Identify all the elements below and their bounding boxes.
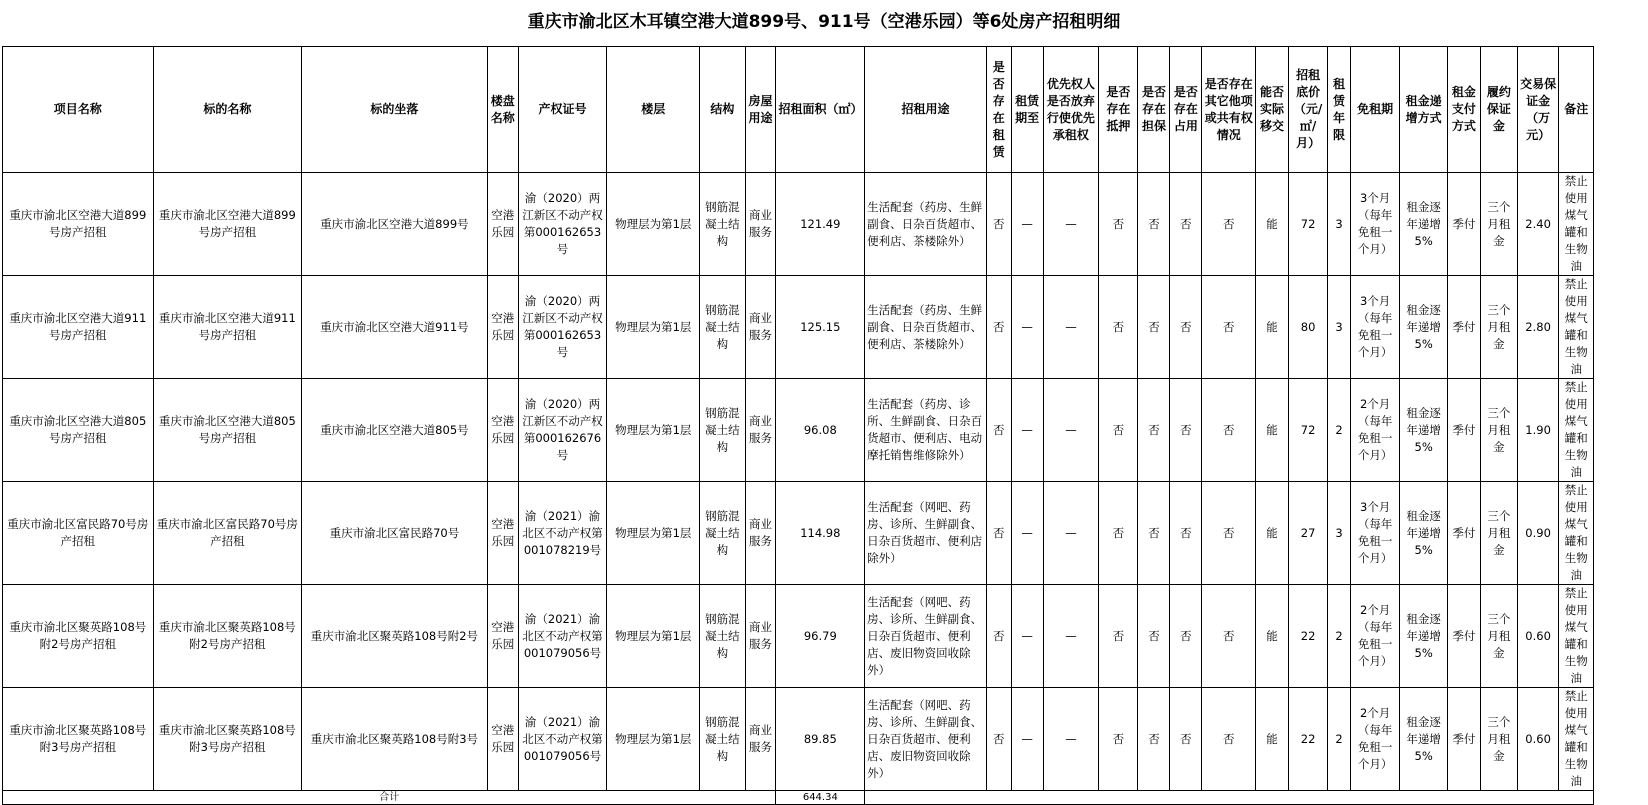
table-cell: 重庆市渝北区聚英路108号附2号房产招租 <box>3 585 154 688</box>
table-cell: 重庆市渝北区空港大道805号 <box>302 379 488 482</box>
table-cell: 三个月租金 <box>1480 173 1517 276</box>
table-cell: 禁止使用煤气罐和生物油 <box>1559 688 1594 791</box>
table-cell: 2 <box>1328 379 1351 482</box>
blank-cell <box>1594 791 1646 805</box>
blank-cell <box>1594 379 1646 482</box>
table-cell: 租金逐年递增5% <box>1400 276 1447 379</box>
table-cell: 生活配套（网吧、药房、诊所、生鲜副食、日杂百货超市、便利店、废旧物资回收除外） <box>865 585 987 688</box>
table-cell: 否 <box>1202 585 1256 688</box>
table-cell: 3个月（每年免租一个月） <box>1350 482 1400 585</box>
table-cell: 重庆市渝北区空港大道899号 <box>302 173 488 276</box>
table-cell: 商业服务 <box>745 585 776 688</box>
table-row <box>3 379 1646 482</box>
table-cell: 否 <box>1202 276 1256 379</box>
table-cell: 3个月（每年免租一个月） <box>1350 173 1400 276</box>
table-row <box>3 688 1646 791</box>
table-cell: 物理层为第1层 <box>607 482 700 585</box>
table-cell: 否 <box>1170 482 1202 585</box>
table-cell: 租金逐年递增5% <box>1400 379 1447 482</box>
table-cell: 禁止使用煤气罐和生物油 <box>1559 585 1594 688</box>
table-cell: 能 <box>1256 276 1289 379</box>
table-row <box>3 482 1646 585</box>
page-title: 重庆市渝北区木耳镇空港大道899号、911号（空港乐园）等6处房产招租明细 <box>527 12 1121 32</box>
table-row <box>3 276 1646 379</box>
table-cell: 钢筋混凝土结构 <box>700 482 745 585</box>
table-cell: 96.79 <box>776 585 865 688</box>
table-cell: 商业服务 <box>745 173 776 276</box>
total-blank <box>865 791 1594 805</box>
table-row <box>3 585 1646 688</box>
table-cell: 72 <box>1289 173 1328 276</box>
table-cell: 空港乐园 <box>487 688 518 791</box>
table-cell: — <box>1043 379 1099 482</box>
header-cell: 标的坐落 <box>302 47 488 173</box>
table-cell: 2个月（每年免租一个月） <box>1350 379 1400 482</box>
table-cell: 生活配套（网吧、药房、诊所、生鲜副食、日杂百货超市、便利店除外） <box>865 482 987 585</box>
table-cell: 否 <box>1099 276 1138 379</box>
table-cell: 重庆市渝北区空港大道899号房产招租 <box>153 173 302 276</box>
table-cell: 商业服务 <box>745 482 776 585</box>
blank-cell <box>1594 585 1646 688</box>
table-cell: 否 <box>1170 276 1202 379</box>
table-cell: 能 <box>1256 585 1289 688</box>
table-cell: 渝（2021）渝北区不动产权第001079056号 <box>518 688 607 791</box>
table-cell: 否 <box>1138 173 1170 276</box>
table-cell: 钢筋混凝土结构 <box>700 585 745 688</box>
header-cell: 优先权人是否放弃行使优先承租权 <box>1043 47 1099 173</box>
table-cell: 0.60 <box>1517 688 1558 791</box>
table-cell: 否 <box>986 585 1011 688</box>
table-cell: 三个月租金 <box>1480 276 1517 379</box>
table-cell: 重庆市渝北区空港大道899号房产招租 <box>3 173 154 276</box>
header-cell: 产权证号 <box>518 47 607 173</box>
table-row <box>3 173 1646 276</box>
total-label: 合计 <box>3 791 776 805</box>
blank-cell <box>1594 482 1646 585</box>
table-cell: 能 <box>1256 379 1289 482</box>
table-cell: 租金逐年递增5% <box>1400 688 1447 791</box>
table-cell: — <box>1043 585 1099 688</box>
table-cell: 三个月租金 <box>1480 379 1517 482</box>
header-cell: 是否存在占用 <box>1170 47 1202 173</box>
table-cell: 物理层为第1层 <box>607 379 700 482</box>
header-cell: 楼层 <box>607 47 700 173</box>
table-cell: 否 <box>1170 688 1202 791</box>
table-cell: — <box>1011 379 1043 482</box>
table-cell: 空港乐园 <box>487 173 518 276</box>
table-cell: 否 <box>986 379 1011 482</box>
table-cell: 生活配套（网吧、药房、诊所、生鲜副食、日杂百货超市、便利店、废旧物资回收除外） <box>865 688 987 791</box>
header-cell: 租赁年限 <box>1328 47 1351 173</box>
table-cell: 生活配套（药房、诊所、生鲜副食、日杂百货超市、便利店、电动摩托销售维修除外） <box>865 379 987 482</box>
table-cell: 商业服务 <box>745 379 776 482</box>
table-cell: 重庆市渝北区空港大道911号房产招租 <box>153 276 302 379</box>
table-cell: 否 <box>1138 688 1170 791</box>
table-cell: 禁止使用煤气罐和生物油 <box>1559 379 1594 482</box>
table-cell: 季付 <box>1447 379 1480 482</box>
table-cell: 重庆市渝北区聚英路108号附3号房产招租 <box>153 688 302 791</box>
table-cell: 2个月（每年免租一个月） <box>1350 688 1400 791</box>
table-cell: 1.90 <box>1517 379 1558 482</box>
table-cell: 钢筋混凝土结构 <box>700 688 745 791</box>
blank-cell <box>1594 47 1646 173</box>
table-cell: 否 <box>1099 585 1138 688</box>
table-cell: — <box>1043 173 1099 276</box>
table-cell: 渝（2020）两江新区不动产权第000162676号 <box>518 379 607 482</box>
table-cell: 2.80 <box>1517 276 1558 379</box>
blank-cell <box>1594 688 1646 791</box>
table-cell: 22 <box>1289 585 1328 688</box>
table-cell: 重庆市渝北区聚英路108号附2号 <box>302 585 488 688</box>
table-cell: 渝（2021）渝北区不动产权第001078219号 <box>518 482 607 585</box>
table-cell: 否 <box>1138 482 1170 585</box>
table-cell: 96.08 <box>776 379 865 482</box>
table-cell: 三个月租金 <box>1480 585 1517 688</box>
blank-cell <box>1594 173 1646 276</box>
header-cell: 招租面积（㎡） <box>776 47 865 173</box>
total-area: 644.34 <box>776 791 865 805</box>
table-cell: 2 <box>1328 585 1351 688</box>
table-cell: 商业服务 <box>745 276 776 379</box>
table-cell: 物理层为第1层 <box>607 173 700 276</box>
table-cell: 0.60 <box>1517 585 1558 688</box>
table-cell: 季付 <box>1447 276 1480 379</box>
table-cell: — <box>1011 688 1043 791</box>
table-cell: 季付 <box>1447 173 1480 276</box>
header-cell: 楼盘名称 <box>487 47 518 173</box>
table-cell: 空港乐园 <box>487 585 518 688</box>
header-cell: 租赁期至 <box>1011 47 1043 173</box>
header-cell: 是否存在担保 <box>1138 47 1170 173</box>
table-cell: 生活配套（药房、生鲜副食、日杂百货超市、便利店、茶楼除外） <box>865 276 987 379</box>
table-cell: 空港乐园 <box>487 482 518 585</box>
table-cell: 2.40 <box>1517 173 1558 276</box>
table-cell: 能 <box>1256 173 1289 276</box>
table-cell: — <box>1043 688 1099 791</box>
table-cell: — <box>1011 276 1043 379</box>
header-cell: 是否存在租赁 <box>986 47 1011 173</box>
table-cell: 能 <box>1256 688 1289 791</box>
header-row <box>3 47 1646 173</box>
header-cell: 房屋用途 <box>745 47 776 173</box>
table-cell: 租金逐年递增5% <box>1400 482 1447 585</box>
header-cell: 租金递增方式 <box>1400 47 1447 173</box>
rental-table <box>2 46 1646 805</box>
table-cell: 渝（2020）两江新区不动产权第000162653号 <box>518 173 607 276</box>
table-cell: 125.15 <box>776 276 865 379</box>
table-cell: 渝（2020）两江新区不动产权第000162653号 <box>518 276 607 379</box>
table-cell: — <box>1043 482 1099 585</box>
table-cell: 否 <box>1170 379 1202 482</box>
table-cell: — <box>1011 585 1043 688</box>
table-cell: 0.90 <box>1517 482 1558 585</box>
table-cell: 租金逐年递增5% <box>1400 585 1447 688</box>
table-cell: 季付 <box>1447 585 1480 688</box>
table-cell: 物理层为第1层 <box>607 688 700 791</box>
header-cell: 结构 <box>700 47 745 173</box>
table-cell: 否 <box>1202 688 1256 791</box>
table-cell: 重庆市渝北区富民路70号房产招租 <box>3 482 154 585</box>
table-cell: 否 <box>1202 173 1256 276</box>
table-cell: 否 <box>986 173 1011 276</box>
table-cell: 重庆市渝北区空港大道911号 <box>302 276 488 379</box>
table-cell: 否 <box>1170 173 1202 276</box>
table-cell: 3 <box>1328 173 1351 276</box>
table-cell: 重庆市渝北区聚英路108号附2号房产招租 <box>153 585 302 688</box>
table-cell: 否 <box>1138 276 1170 379</box>
table-cell: 重庆市渝北区富民路70号房产招租 <box>153 482 302 585</box>
table-cell: 否 <box>1170 585 1202 688</box>
table-cell: 三个月租金 <box>1480 482 1517 585</box>
table-cell: 否 <box>986 276 1011 379</box>
table-cell: 能 <box>1256 482 1289 585</box>
header-cell: 备注 <box>1559 47 1594 173</box>
table-cell: 空港乐园 <box>487 276 518 379</box>
table-cell: 否 <box>1099 688 1138 791</box>
table-cell: 22 <box>1289 688 1328 791</box>
header-cell: 交易保证金（万元） <box>1517 47 1558 173</box>
table-cell: 渝（2021）渝北区不动产权第001079056号 <box>518 585 607 688</box>
table-cell: 80 <box>1289 276 1328 379</box>
table-cell: 114.98 <box>776 482 865 585</box>
header-cell: 免租期 <box>1350 47 1400 173</box>
table-cell: 禁止使用煤气罐和生物油 <box>1559 276 1594 379</box>
header-cell: 能否实际移交 <box>1256 47 1289 173</box>
table-cell: 72 <box>1289 379 1328 482</box>
table-cell: 钢筋混凝土结构 <box>700 379 745 482</box>
table-cell: 89.85 <box>776 688 865 791</box>
table-cell: 重庆市渝北区富民路70号 <box>302 482 488 585</box>
table-cell: — <box>1043 276 1099 379</box>
table-cell: 27 <box>1289 482 1328 585</box>
table-cell: 否 <box>986 688 1011 791</box>
table-cell: 121.49 <box>776 173 865 276</box>
header-cell: 履约保证金 <box>1480 47 1517 173</box>
total-row <box>3 791 1646 805</box>
table-cell: — <box>1011 173 1043 276</box>
table-cell: — <box>1011 482 1043 585</box>
table-cell: 否 <box>1138 379 1170 482</box>
table-cell: 禁止使用煤气罐和生物油 <box>1559 482 1594 585</box>
table-cell: 否 <box>1202 482 1256 585</box>
header-cell: 租金支付方式 <box>1447 47 1480 173</box>
table-cell: 3 <box>1328 482 1351 585</box>
table-cell: 2 <box>1328 688 1351 791</box>
table-cell: 租金逐年递增5% <box>1400 173 1447 276</box>
table-cell: 重庆市渝北区空港大道805号房产招租 <box>3 379 154 482</box>
header-cell: 标的名称 <box>153 47 302 173</box>
header-cell: 是否存在抵押 <box>1099 47 1138 173</box>
table-cell: 否 <box>1099 379 1138 482</box>
table-cell: 否 <box>1202 379 1256 482</box>
table-cell: 3 <box>1328 276 1351 379</box>
table-cell: 2个月（每年免租一个月） <box>1350 585 1400 688</box>
header-cell: 项目名称 <box>3 47 154 173</box>
table-cell: 3个月（每年免租一个月） <box>1350 276 1400 379</box>
table-cell: 物理层为第1层 <box>607 276 700 379</box>
table-cell: 重庆市渝北区聚英路108号附3号 <box>302 688 488 791</box>
table-cell: 否 <box>1099 482 1138 585</box>
header-cell: 是否存在其它他项或共有权情况 <box>1202 47 1256 173</box>
table-cell: 季付 <box>1447 688 1480 791</box>
table-cell: 重庆市渝北区空港大道911号房产招租 <box>3 276 154 379</box>
table-cell: 生活配套（药房、生鲜副食、日杂百货超市、便利店、茶楼除外） <box>865 173 987 276</box>
table-cell: 重庆市渝北区空港大道805号房产招租 <box>153 379 302 482</box>
table-cell: 季付 <box>1447 482 1480 585</box>
table-cell: 钢筋混凝土结构 <box>700 276 745 379</box>
table-cell: 否 <box>986 482 1011 585</box>
table-cell: 禁止使用煤气罐和生物油 <box>1559 173 1594 276</box>
table-cell: 钢筋混凝土结构 <box>700 173 745 276</box>
header-cell: 招租用途 <box>865 47 987 173</box>
header-cell: 招租底价（元/㎡/月） <box>1289 47 1328 173</box>
table-cell: 重庆市渝北区聚英路108号附3号房产招租 <box>3 688 154 791</box>
table-cell: 三个月租金 <box>1480 688 1517 791</box>
table-cell: 否 <box>1138 585 1170 688</box>
table-cell: 商业服务 <box>745 688 776 791</box>
table-cell: 否 <box>1099 173 1138 276</box>
blank-cell <box>1594 276 1646 379</box>
table-cell: 物理层为第1层 <box>607 585 700 688</box>
table-cell: 空港乐园 <box>487 379 518 482</box>
